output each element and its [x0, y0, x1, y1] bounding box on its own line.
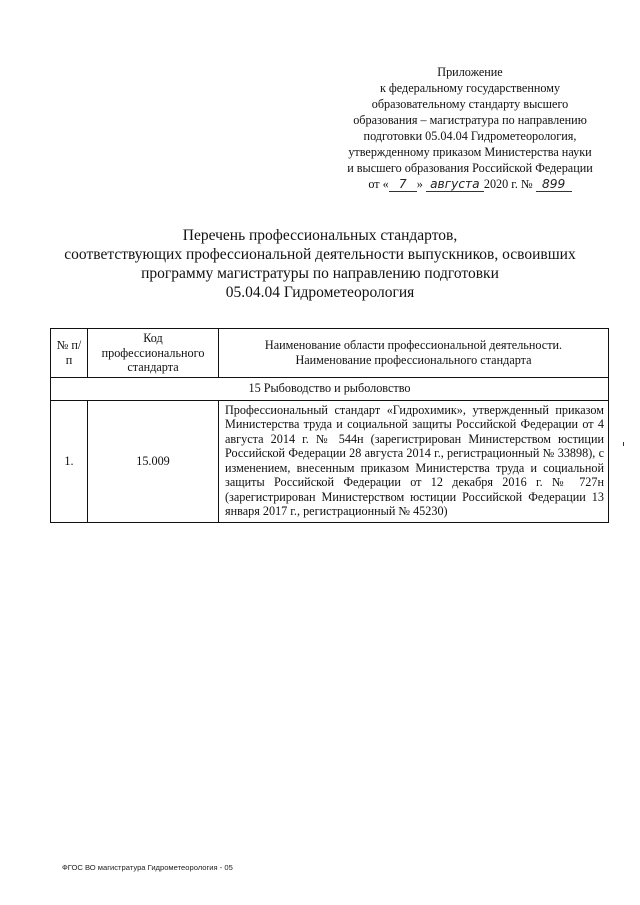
standards-table: [50, 328, 609, 523]
appendix-line: утвержденному приказом Министерства науки: [348, 145, 592, 159]
section-row: [51, 377, 609, 400]
header-code: Код профессионального стандарта: [88, 329, 219, 378]
title-line: Перечень профессиональных стандартов,: [182, 227, 458, 244]
appendix-line: к федеральному государственному: [379, 81, 561, 95]
title-line: соответствующих профессиональной деятельности выпускников, освоивших: [64, 246, 576, 263]
order-mid: »: [416, 177, 423, 191]
row-num: 1.: [51, 400, 88, 522]
scan-mark: [623, 442, 624, 446]
order-number-handwritten: 899: [536, 178, 572, 192]
section-title: 15 Рыбоводство и рыболовство: [51, 377, 609, 400]
order-date-line: [325, 176, 615, 192]
header-name: Наименование области профессиональной деятельности. Наименование профессионального стандарта: [219, 329, 609, 378]
order-prefix: от «: [368, 177, 389, 191]
appendix-line: и высшего образования Российской Федерации: [347, 161, 593, 175]
order-day-handwritten: 7: [389, 178, 417, 192]
appendix-line: подготовки 05.04.04 Гидрометеорология,: [363, 129, 577, 143]
document-title: [60, 226, 580, 302]
appendix-block: [325, 64, 615, 192]
appendix-line: образования – магистратура по направлению: [353, 113, 587, 127]
header-num: № п/п: [51, 329, 88, 378]
appendix-title: Приложение: [437, 65, 503, 79]
row-description: Профессиональный стандарт «Гидрохимик», утвержденный приказом Министерства труда и социальной защиты Российской Федерации от 4 августа 2014 г. № 544н (зарегистрирован Министерством юстиции Российской Федерации 28 августа 2014 г., регистрационный № 33898), с изменением, внесенным приказом Министерства труда и социальной защиты Российской Федерации от 12 декабря 2016 г. № 727н (зарегистрирован Министерством юстиции Российской Федерации 13 января 2017 г., регистрационный № 45230): [219, 400, 609, 522]
table-row: [51, 400, 609, 522]
order-year: 2020 г. №: [483, 177, 533, 191]
page-footer: ФГОС ВО магистратура Гидрометеорология - 05: [62, 863, 233, 872]
title-line: программу магистратуры по направлению подготовки: [141, 265, 499, 282]
appendix-line: образовательному стандарту высшего: [371, 97, 569, 111]
title-line: 05.04.04 Гидрометеорология: [225, 284, 415, 301]
order-month-handwritten: августа: [426, 178, 484, 192]
row-code: 15.009: [88, 400, 219, 522]
table-header-row: [51, 329, 609, 378]
